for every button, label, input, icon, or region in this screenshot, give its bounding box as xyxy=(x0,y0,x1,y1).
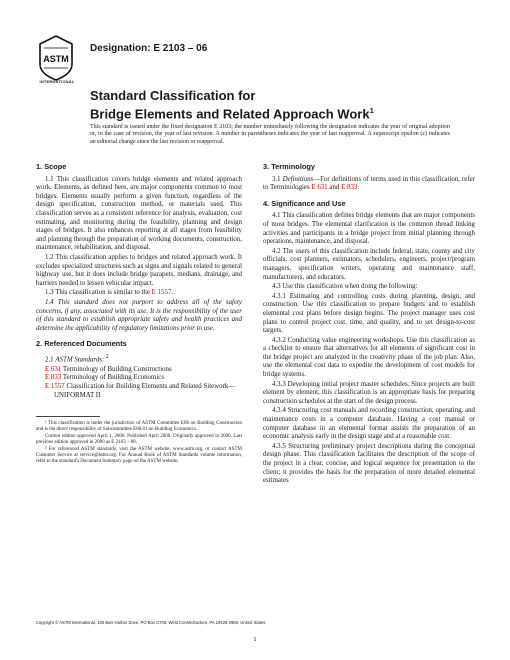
issued-note: This standard is issued under the fixed designation E 2103; the number immediately following the designation indicates the year of original adoption or, in the case of revision, the year of last revision. A number in parentheses indicates the year of last reapproval. A superscript epsilon (ε) indicates an editorial change since the last revision or reapproval. xyxy=(90,124,450,145)
ref-link[interactable]: E 631 xyxy=(45,365,62,373)
para-4-3-5: 4.3.5 Structuring preliminary project descriptions during the conceptual design phase. This classification facilitates the description of the scope of the project in a clear, concise, and logical sequence for presentation to the client; it provides the basis for the preparation of more detailed elemental estimates xyxy=(263,442,475,485)
ref-link-e631[interactable]: E 631 xyxy=(311,184,328,192)
para-1-3-text: 1.3 This classification is similar to the xyxy=(45,289,152,297)
footnote-1: ¹ This classification is under the jurisdiction of ASTM Committee E06 on Building Construction and is the direct responsibility of Subcommittee E06.81 on Building Economics. xyxy=(36,421,242,433)
ref-link[interactable]: E 1557 xyxy=(45,382,65,390)
ref-item xyxy=(36,366,242,375)
para-2-1-num: 2.1 xyxy=(45,356,56,364)
terminology-heading: 3. Terminology xyxy=(263,162,316,171)
footnote-2: ² For referenced ASTM standards, visit the ASTM website, www.astm.org, or contact ASTM Customer Service at service@astm.org. For Annual Book of ASTM Standards volume information, refer to the standard's Document Summary page on the ASTM website. xyxy=(36,447,242,465)
para-3-1-and: and xyxy=(327,184,342,192)
copyright-notice: Copyright © ASTM International, 100 Barr Harbor Drive, PO Box C700, West Conshohocken, PA 19428-2959, United States. xyxy=(36,620,267,625)
footnote-mark-2: 2 xyxy=(104,353,109,360)
para-4-1: 4.1 This classification defines bridge elements that are major components of most bridges. The elemental clarification is the common thread linking activities and participants in a bridge project from initial planning through operations, maintenance, and disposal. xyxy=(263,212,475,246)
para-4-3-1: 4.3.1 Estimating and controlling costs during planning, design, and construction. Use this classification to prepare budgets and to establish elemental cost plans before design begins. The project manager uses cost plans to control project cost, time, and quality, and to set design-to-cost targets. xyxy=(263,292,475,335)
astm-standards-label: ASTM Standards: xyxy=(55,356,105,364)
significance-heading: 4. Significance and Use xyxy=(263,198,346,208)
para-1-1: 1.1 This classification covers bridge elements and related approach work. Elements, as defined here, are major components common to most bridges. Elements usually perform a given function, regardless of the design specification, construction method, or materials used. This classification serves as a consistent reference for analysis, evaluation, cost estimating, and monitoring during the feasibility, planning and design stages of bridges. It also enhances reporting at all stages from feasibility and planning through the preparation of working documents, construction, maintenance, rehabilitation, and disposal. xyxy=(36,175,242,252)
footnote-1b: Current edition approved April 1, 2006. Published April 2006. Originally approved in 2000. Last previous edition approved in 2000 as E 2103 – 00. xyxy=(36,434,242,446)
ref-link-e1557[interactable]: E 1557 xyxy=(151,289,172,297)
para-1-2: 1.2 This classification applies to bridges and related approach work. It excludes specialized structures such as signs and signals related to general highway use, but it does include bridge parapets, medians, drainage, and barriers needed to lessen vehicular impact. xyxy=(36,253,242,287)
para-3-1-num: 3.1 xyxy=(272,175,283,183)
left-column xyxy=(36,156,242,466)
document-title xyxy=(90,88,450,121)
title-line-2-text: Bridge Elements and Related Approach Work xyxy=(90,106,370,122)
logo-caption: INTERNATIONAL xyxy=(39,79,75,84)
para-3-1-end: . xyxy=(357,184,360,192)
page-number: 1 xyxy=(253,636,257,643)
ref-link-e833[interactable]: E 833 xyxy=(341,184,358,192)
para-4-3-4: 4.3.4 Structuring cost manuals and recording construction, operating, and maintenance costs in a computer database. Having a cost manual or computer database in an elemental format assists the preparation of an economic analysis early in the design stage and at a reasonable cost. xyxy=(263,407,475,441)
refdocs-heading: 2. Referenced Documents xyxy=(36,339,127,349)
title-footnote-mark: 1 xyxy=(369,106,374,115)
right-column xyxy=(263,156,475,487)
svg-text:ASTM: ASTM xyxy=(43,54,69,64)
ref-item-text: Terminology of Building Constructions xyxy=(61,365,172,373)
ref-link[interactable]: E 833 xyxy=(45,374,62,382)
para-2-1 xyxy=(36,353,242,365)
ref-item xyxy=(36,383,242,400)
ref-item xyxy=(36,374,242,383)
para-4-2: 4.2 The users of this classification include federal, state, county and city officials, cost planners, estimators, schedulers, engineers, project/program managers, specification writers, operating and maintenance staff, manufacturers, and educators. xyxy=(263,247,475,281)
designation: Designation: E 2103 – 06 xyxy=(90,43,208,54)
para-4-3-3: 4.3.3 Developing initial project master schedules. Since projects are built element by element, this classification is an appropriate basis for preparing construction schedules at the start of the design process. xyxy=(263,380,475,405)
para-4-3: 4.3 Use this classification when doing the following: xyxy=(272,283,418,291)
definitions-label: Definitions xyxy=(282,175,314,183)
footnote-divider xyxy=(36,416,100,417)
para-3-1-text: —For definitions of terms used in this classification, refer to Terminologies xyxy=(263,175,475,192)
title-line-2 xyxy=(90,103,450,121)
para-1-4: 1.4 This standard does not purport to address all of the safety concerns, if any, associated with its use. It is the responsibility of the user of this standard to establish appropriate safety and health practices and determine the applicability of regulatory limitations prior to use. xyxy=(36,298,242,332)
para-4-3-2: 4.3.2 Conducting value engineering workshops. Use this classification as a checklist to ensure that alternatives for all elements of significant cost in the bridge project are analyzed in the creativity phase of the job plan. Also, use the elemental cost data to expedite the development of cost models for bridge systems. xyxy=(263,336,475,379)
astm-logo-icon xyxy=(36,34,76,82)
para-1-3: 1.3 This classification is similar to the E 1557. xyxy=(45,289,174,297)
para-3-1 xyxy=(263,176,475,193)
title-line-1: Standard Classification for xyxy=(90,88,256,103)
scope-heading: 1. Scope xyxy=(36,162,67,171)
ref-item-text: Terminology of Building Economics xyxy=(61,374,165,382)
ref-item-text: Classification for Building Elements and Related Sitework—UNIFORMAT II xyxy=(54,382,236,399)
